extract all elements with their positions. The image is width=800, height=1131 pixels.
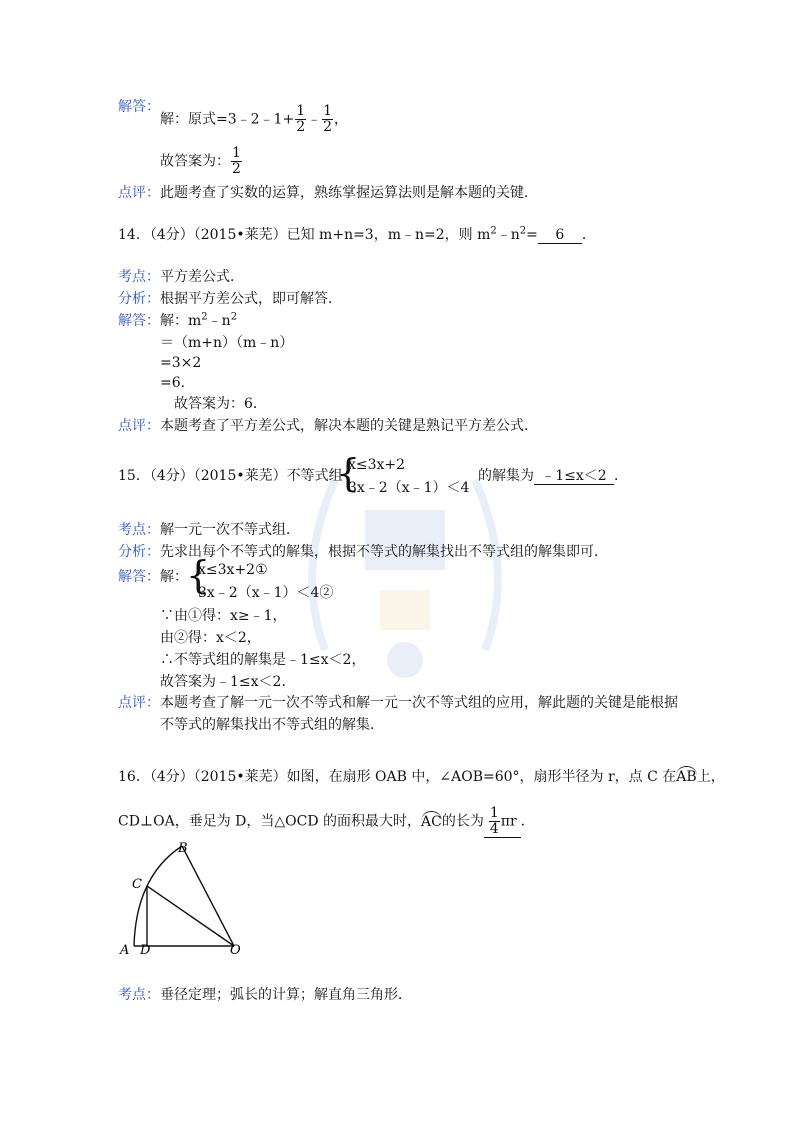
q15-point: 考点：解一元一次不等式组． (118, 522, 300, 538)
q15-inequality-1: x≤3x+2 (348, 457, 406, 473)
q14-step: =6． (160, 375, 195, 391)
segment-ob (182, 846, 234, 946)
q14-point: 考点：平方差公式． (118, 269, 244, 285)
q14-analysis: 分析：根据平方差公式，即可解答． (118, 291, 342, 307)
q14-answer: 故答案为：6． (174, 396, 267, 412)
q15-solution: 解答：解： (118, 569, 188, 585)
q16-stem-line1: 16．（4分）（2015•莱芜）如图，在扇形 OAB 中，∠AOB=60°，扇形半径为 r，点 C 在AB上， (118, 766, 725, 786)
answer-blank: 6 (538, 227, 582, 244)
q15-answer: 故答案为﹣1≤x＜2． (160, 674, 296, 690)
arc-label: AB (676, 766, 696, 786)
label-a: A (120, 943, 130, 958)
answer-tag: 解答： (118, 99, 160, 115)
q15-step: 由②得：x＜2， (160, 630, 261, 646)
label-d: D (140, 943, 151, 958)
q14-step: =3×2 (160, 355, 202, 371)
arc-label: AC (421, 811, 442, 831)
q16-stem-line2: CD⊥OA，垂足为 D，当△OCD 的面积最大时，AC的长为 $\frac{1}{4}$ πr ． (118, 805, 535, 837)
label-b: B (178, 841, 188, 856)
q15-comment-cont: 不等式的解集找出不等式组的解集． (160, 717, 384, 733)
q13-line1: 解：原式=3﹣2﹣1+ $\frac{1}{2}$ ﹣ $\frac{1}{2}$ ， (160, 103, 349, 135)
q14-step: ＝（m+n）（m﹣n） (160, 335, 294, 351)
brace: { (336, 451, 361, 495)
q15-sol-ineq-1: x≤3x+2① (198, 562, 268, 578)
q13-comment: 点评：此题考查了实数的运算，熟练掌握运算法则是解本题的关键． (118, 185, 538, 201)
fraction: $\frac{1}{4}$ (489, 805, 499, 837)
q15-stem-b: 的解集为 ﹣1≤x＜2 ． (478, 468, 628, 484)
q16-point: 考点：垂径定理；弧长的计算；解直角三角形． (118, 987, 412, 1003)
q15-step: ∵由①得：x≥﹣1， (160, 608, 287, 624)
answer-blank: $\frac{1}{4}$ πr (484, 806, 521, 838)
q15-inequality-2: 3x﹣2（x﹣1）＜4 (348, 480, 470, 496)
sector-figure (112, 836, 262, 962)
label-o: O (230, 943, 241, 958)
q14-stem: 14．（4分）（2015•莱芜）已知 m+n=3，m﹣n=2，则 $m^2﹣n^2= 6$ ． (118, 225, 596, 243)
q15-comment: 点评：本题考查了解一元一次不等式和解一元一次不等式组的应用，解此题的关键是能根据 (118, 695, 678, 711)
q15-step: ∴不等式组的解集是﹣1≤x＜2， (160, 652, 366, 668)
q15-sol-ineq-2: 3x﹣2（x﹣1）＜4② (198, 585, 334, 601)
arc-ab (134, 846, 182, 946)
q15-analysis: 分析：先求出每个不等式的解集，根据不等式的解集找出不等式组的解集即可． (118, 544, 608, 560)
fraction: $\frac{1}{2}$ (323, 103, 333, 135)
answer-blank: ﹣1≤x＜2 (534, 468, 614, 485)
label-c: C (132, 877, 142, 892)
q14-solution: 解答：解：$m^2﹣n^2$ (118, 311, 238, 329)
q14-comment: 点评：本题考查了平方差公式，解决本题的关键是熟记平方差公式． (118, 418, 538, 434)
fraction: $\frac{1}{2}$ (296, 103, 306, 135)
q13-solution (118, 98, 160, 116)
segment-oc (147, 886, 234, 946)
fraction: $\frac{1}{2}$ (232, 145, 241, 177)
q15-stem: 15．（4分）（2015•莱芜）不等式组 (118, 468, 343, 484)
q13-answer: 故答案为： $\frac{1}{2}$ (160, 145, 241, 177)
brace: { (186, 553, 211, 597)
